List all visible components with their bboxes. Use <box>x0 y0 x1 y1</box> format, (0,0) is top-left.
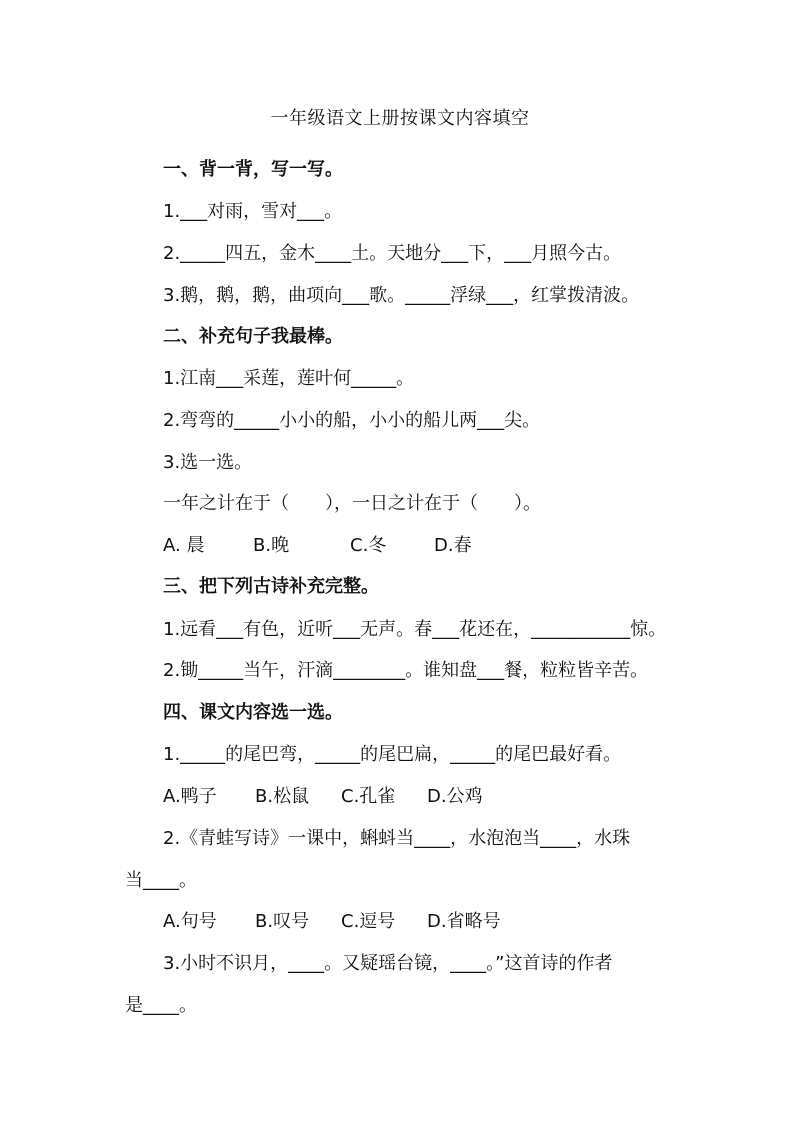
question-1-2: 2._____四五，金木____土。天地分___下，___月照今古。 <box>163 243 622 264</box>
question-4-1: 1._____的尾巴弯，_____的尾巴扁，_____的尾巴最好看。 <box>163 744 622 765</box>
section-heading-2: 二、补充句子我最棒。 <box>163 326 343 347</box>
question-2-3: 3.选一选。 <box>163 452 253 473</box>
option-c: C.孔雀 <box>341 786 396 807</box>
question-2-1: 1.江南___采莲，莲叶何_____。 <box>163 368 415 389</box>
option-d: D.省略号 <box>427 911 501 932</box>
question-2-3-prompt: 一年之计在于（ ），一日之计在于（ ）。 <box>163 493 541 514</box>
option-b: B.叹号 <box>255 911 310 932</box>
option-c: C.逗号 <box>341 911 396 932</box>
question-1-1: 1.___对雨，雪对___。 <box>163 201 343 222</box>
option-a: A.鸭子 <box>163 786 217 807</box>
section-heading-3: 三、把下列古诗补充完整。 <box>163 576 379 597</box>
question-4-3-line1: 3.小时不识月，____。又疑瑶台镜，____。”这首诗的作者 <box>163 953 613 974</box>
question-3-2: 2.锄_____当午，汗滴________。谁知盘___餐，粒粒皆辛苦。 <box>163 660 649 681</box>
question-3-1: 1.远看___有色，近听___无声。春___花还在，___________惊。 <box>163 619 667 640</box>
section-heading-1: 一、背一背，写一写。 <box>163 159 343 180</box>
section-heading-4: 四、课文内容选一选。 <box>163 702 343 723</box>
question-2-2: 2.弯弯的_____小小的船，小小的船儿两___尖。 <box>163 410 541 431</box>
option-d: D.春 <box>434 535 472 556</box>
option-b: B.松鼠 <box>255 786 310 807</box>
question-4-3-line2: 是____。 <box>125 995 197 1016</box>
option-c: C.冬 <box>350 535 387 556</box>
option-b: B.晚 <box>253 535 290 556</box>
question-4-2-line1: 2.《青蛙写诗》一课中，蝌蚪当____，水泡泡当____，水珠 <box>163 828 631 849</box>
option-a: A.句号 <box>163 911 217 932</box>
question-1-3: 3.鹅，鹅，鹅，曲项向___歌。_____浮绿___，红掌拨清波。 <box>163 285 640 306</box>
question-4-2-line2: 当____。 <box>125 870 197 891</box>
option-a: A. 晨 <box>163 535 205 556</box>
option-d: D.公鸡 <box>427 786 483 807</box>
page-title: 一年级语文上册按课文内容填空 <box>270 108 530 129</box>
